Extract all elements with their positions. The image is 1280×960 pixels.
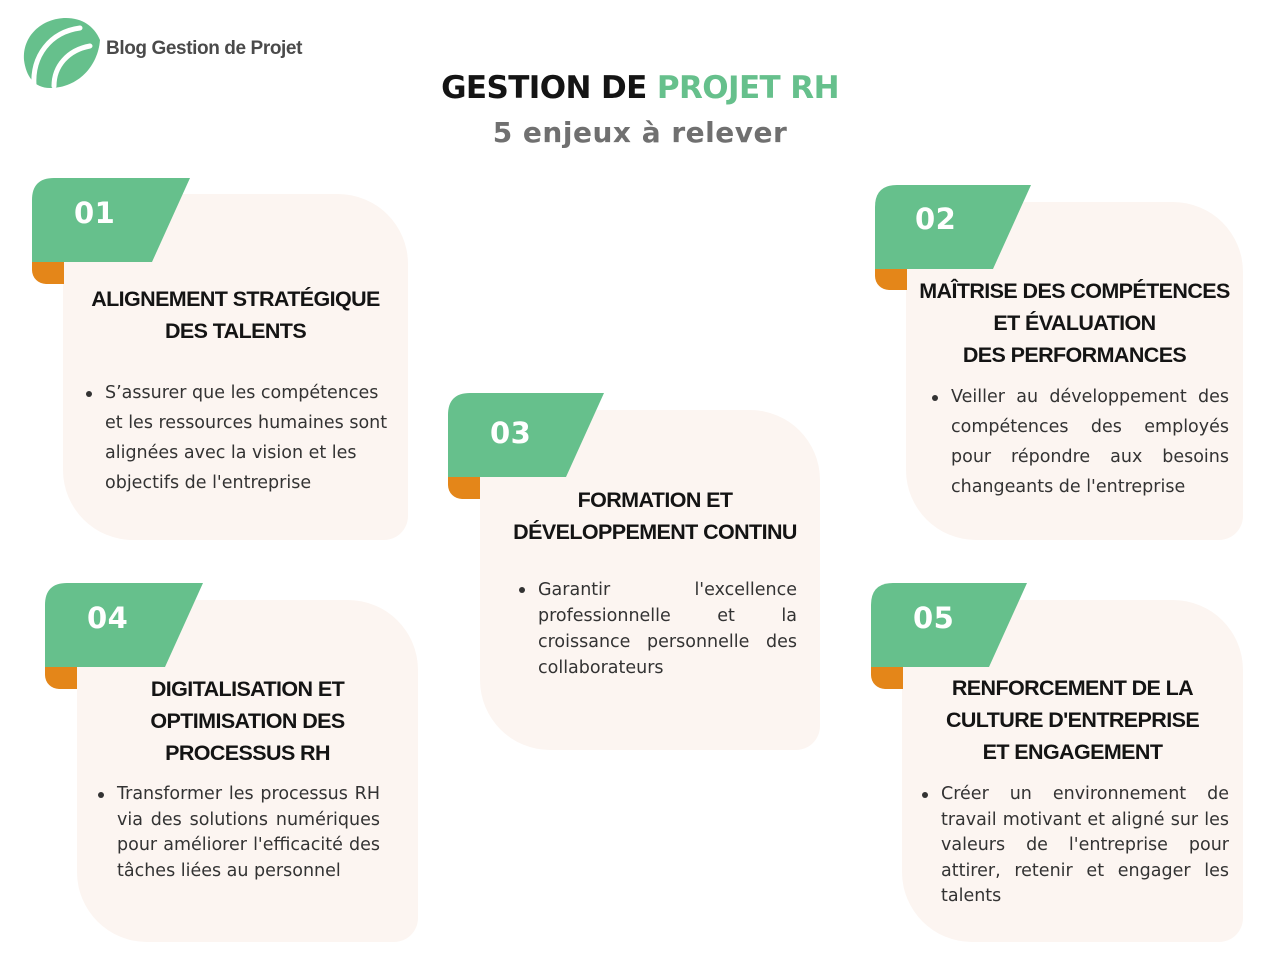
card-03-title bbox=[490, 484, 820, 548]
card-01-text bbox=[105, 378, 390, 498]
card-04-text-content: Transformer les processus RH via des solutions numériques pour améliorer l'efficacité des tâches liées au personnel bbox=[117, 784, 380, 881]
card-05-number: 05 bbox=[913, 601, 955, 635]
card-05-title-line-1: RENFORCEMENT DE LA bbox=[951, 676, 1194, 700]
card-02-title-line-2: ET ÉVALUATION bbox=[993, 311, 1156, 335]
card-05-title-line-3: ET ENGAGEMENT bbox=[982, 740, 1163, 764]
card-01-title bbox=[63, 283, 408, 347]
page-subtitle: 5 enjeux à relever bbox=[492, 116, 788, 149]
card-04-text bbox=[117, 782, 380, 884]
bullet-icon bbox=[86, 391, 92, 397]
card-04-title-line-1: DIGITALISATION ET bbox=[150, 677, 345, 701]
card-02-number: 02 bbox=[915, 202, 957, 236]
card-03-number: 03 bbox=[490, 416, 532, 450]
card-02-title bbox=[906, 275, 1243, 371]
card-05-title bbox=[902, 672, 1243, 768]
card-01-number: 01 bbox=[74, 196, 116, 230]
card-04-title-line-3: PROCESSUS RH bbox=[165, 741, 330, 765]
card-04-number: 04 bbox=[87, 601, 129, 635]
card-05-title-line-2: CULTURE D'ENTREPRISE bbox=[945, 708, 1200, 732]
card-03-text-content: Garantir l'excellence professionnelle et la croissance personnelle des collaborateurs bbox=[538, 580, 797, 678]
card-04-tab-accent bbox=[45, 667, 77, 689]
brand-name: Blog Gestion de Projet bbox=[106, 38, 302, 59]
page-title bbox=[0, 70, 1280, 106]
card-05-text bbox=[941, 782, 1229, 910]
title-part-1: GESTION DE bbox=[441, 70, 647, 106]
card-02-text bbox=[951, 382, 1229, 502]
card-03-tab-accent bbox=[448, 477, 480, 499]
card-04-title-line-2: OPTIMISATION DES bbox=[150, 709, 345, 733]
card-02-title-line-1: MAÎTRISE DES COMPÉTENCES bbox=[919, 279, 1230, 303]
bullet-icon bbox=[519, 587, 525, 593]
card-01-title-line-1: ALIGNEMENT STRATÉGIQUE bbox=[91, 287, 380, 311]
card-03-title-line-1: FORMATION ET bbox=[577, 488, 733, 512]
card-02-title-line-3: DES PERFORMANCES bbox=[962, 343, 1187, 367]
card-05-text-content: Créer un environnement de travail motivant et aligné sur les valeurs de l'entreprise pour attirer, retenir et engager les talents bbox=[941, 784, 1229, 906]
card-01-text-content: S’assurer que les compétences et les ressources humaines sont alignées avec la vision et les objectifs de l'entreprise bbox=[105, 383, 388, 493]
title-part-2: PROJET RH bbox=[656, 70, 839, 106]
card-01-tab-accent bbox=[32, 262, 64, 284]
bullet-icon bbox=[922, 792, 928, 798]
card-02-tab-accent bbox=[875, 268, 907, 290]
card-02-text-content: Veiller au développement des compétences des employés pour répondre aux besoins changeants de l'entreprise bbox=[951, 387, 1229, 497]
card-01-title-line-2: DES TALENTS bbox=[164, 319, 307, 343]
card-04-title bbox=[77, 673, 418, 769]
card-05-tab-accent bbox=[871, 667, 903, 689]
bullet-icon bbox=[98, 792, 104, 798]
bullet-icon bbox=[932, 395, 938, 401]
card-03-text bbox=[538, 577, 797, 681]
card-03-title-line-2: DÉVELOPPEMENT CONTINU bbox=[513, 520, 797, 544]
